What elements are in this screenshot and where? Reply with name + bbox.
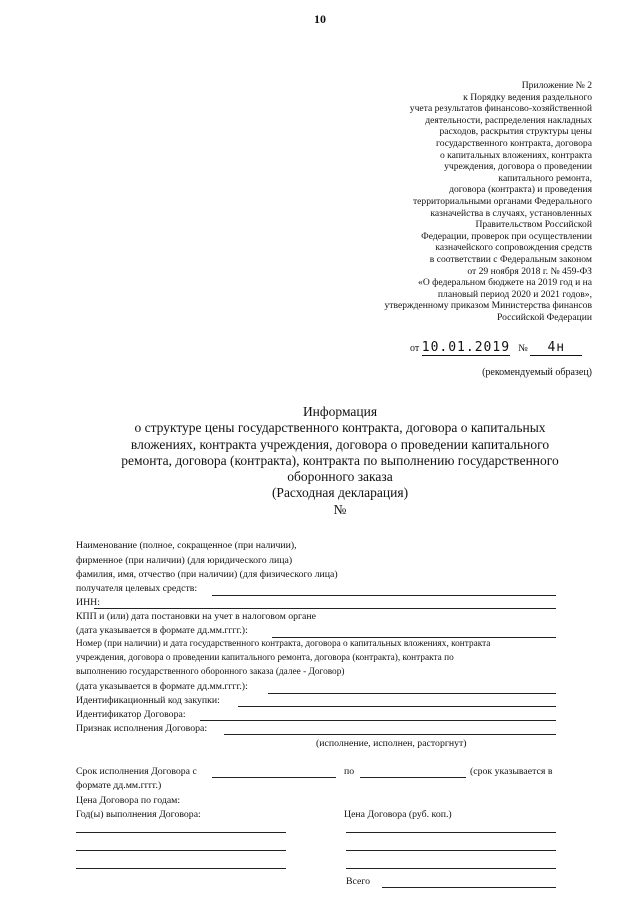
appendix-line: Приложение № 2 [521, 80, 592, 91]
order-number-label: № [518, 343, 528, 354]
year-line-2[interactable] [76, 850, 286, 851]
year-line-3[interactable] [76, 868, 286, 869]
term-from-label: Срок исполнения Договора с [76, 766, 197, 777]
appendix-line: «О федеральном бюджете на 2019 год и на [418, 277, 592, 289]
price-column-label: Цена Договора (руб. коп.) [344, 809, 452, 820]
years-column-label: Год(ы) выполнения Договора: [76, 809, 201, 820]
title-line: о структуре цены государственного контракта, договора о капитальных [134, 420, 546, 436]
inn-label: ИНН: [76, 597, 100, 608]
term-to-label: по [344, 766, 355, 777]
document-title [80, 404, 600, 518]
year-line-1[interactable] [76, 832, 286, 833]
appendix-line: утвержденному приказом Министерства финансов [384, 300, 592, 312]
status-line[interactable] [224, 734, 556, 735]
appendix-line: от 29 ноября 2018 г. № 459-ФЗ [467, 265, 592, 277]
title-line: Информация [302, 404, 378, 419]
appendix-line: Российской Федерации [497, 311, 592, 323]
order-number: 4н [530, 340, 582, 356]
contract-label-4: (дата указывается в формате дд.мм.гггг.): [76, 681, 248, 692]
appendix-line: расходов, раскрытия структуры цены [439, 126, 592, 138]
purchase-id-label: Идентификационный код закупки: [76, 695, 220, 706]
title-line: вложениях, контракта учреждения, договора о проведении капитального [130, 436, 550, 452]
total-line[interactable] [382, 887, 556, 888]
name-label-1: Наименование (полное, сокращенное (при наличии), [76, 540, 297, 551]
appendix-line: Правительством Российской [475, 219, 592, 231]
appendix-line: Федерации, проверок при осуществлении [421, 230, 592, 242]
price-line-2[interactable] [346, 850, 556, 851]
order-date: 10.01.2019 [421, 340, 511, 355]
contract-line[interactable] [268, 693, 556, 694]
appendix-line: казначейского сопровождения средств [435, 242, 592, 254]
order-prefix: от [410, 343, 420, 354]
contract-label-2: учреждения, договора о проведении капитального ремонта, договора (контракта), контракта по [76, 653, 454, 663]
inn-line[interactable] [94, 608, 556, 609]
page-number: 10 [314, 12, 326, 26]
name-label-3: фамилия, имя, отчество (при наличии) (для физического лица) [76, 569, 338, 580]
name-label-2: фирменное (при наличии) (для юридического лица) [76, 555, 293, 566]
contract-id-line[interactable] [200, 720, 556, 721]
title-line: № [333, 501, 347, 517]
name-label-4: получателя целевых средств: [76, 583, 198, 594]
title-line: ремонта, договора (контракта), контракта по выполнению государственного [121, 452, 559, 468]
term-note-1: (срок указывается в [470, 766, 553, 777]
appendix-header [332, 80, 592, 323]
appendix-line: плановый период 2020 и 2021 годов», [437, 288, 592, 300]
appendix-line: казначейства в случаях, установленных [430, 207, 592, 219]
appendix-line: учреждения, договора о проведении [444, 161, 592, 173]
appendix-line: деятельности, распределения накладных [425, 114, 592, 126]
appendix-line: капитального ремонта, [498, 172, 592, 184]
purchase-id-line[interactable] [238, 706, 556, 707]
recommended-sample-note: (рекомендуемый образец) [482, 367, 592, 378]
kpp-line[interactable] [272, 637, 556, 638]
recipient-name-line[interactable] [212, 595, 556, 596]
price-by-years-label: Цена Договора по годам: [76, 795, 181, 806]
appendix-line: договора (контракта) и проведения [449, 184, 592, 196]
contract-label-1: Номер (при наличии) и дата государственного контракта, договора о капитальных вложениях, контракта [76, 639, 491, 649]
appendix-line: учета результатов финансово-хозяйственной [409, 103, 592, 115]
kpp-label-1: КПП и (или) дата постановки на учет в налоговом органе [76, 611, 316, 622]
total-label: Всего [346, 876, 371, 887]
status-label: Признак исполнения Договора: [76, 723, 208, 734]
appendix-line: территориальными органами Федерального [412, 195, 592, 207]
term-note-2: формате дд.мм.гггг.) [76, 780, 162, 791]
term-to-line[interactable] [360, 777, 466, 778]
order-line [410, 340, 582, 356]
term-from-line[interactable] [212, 777, 336, 778]
contract-label-3: выполнению государственного оборонного заказа (далее - Договор) [76, 667, 345, 677]
title-line: оборонного заказа [287, 469, 393, 485]
appendix-line: государственного контракта, договора [436, 137, 592, 149]
appendix-line: к Порядку ведения раздельного [463, 91, 592, 103]
contract-id-label: Идентификатор Договора: [76, 709, 186, 720]
title-line: (Расходная декларация) [271, 485, 409, 501]
status-hint: (исполнение, исполнен, расторгнут) [316, 738, 467, 749]
appendix-line: в соответствии с Федеральным законом [429, 253, 592, 265]
appendix-line: о капитальных вложениях, контракта [439, 149, 592, 161]
price-line-3[interactable] [346, 868, 556, 869]
price-line-1[interactable] [346, 832, 556, 833]
kpp-label-2: (дата указывается в формате дд.мм.гггг.): [76, 625, 248, 636]
